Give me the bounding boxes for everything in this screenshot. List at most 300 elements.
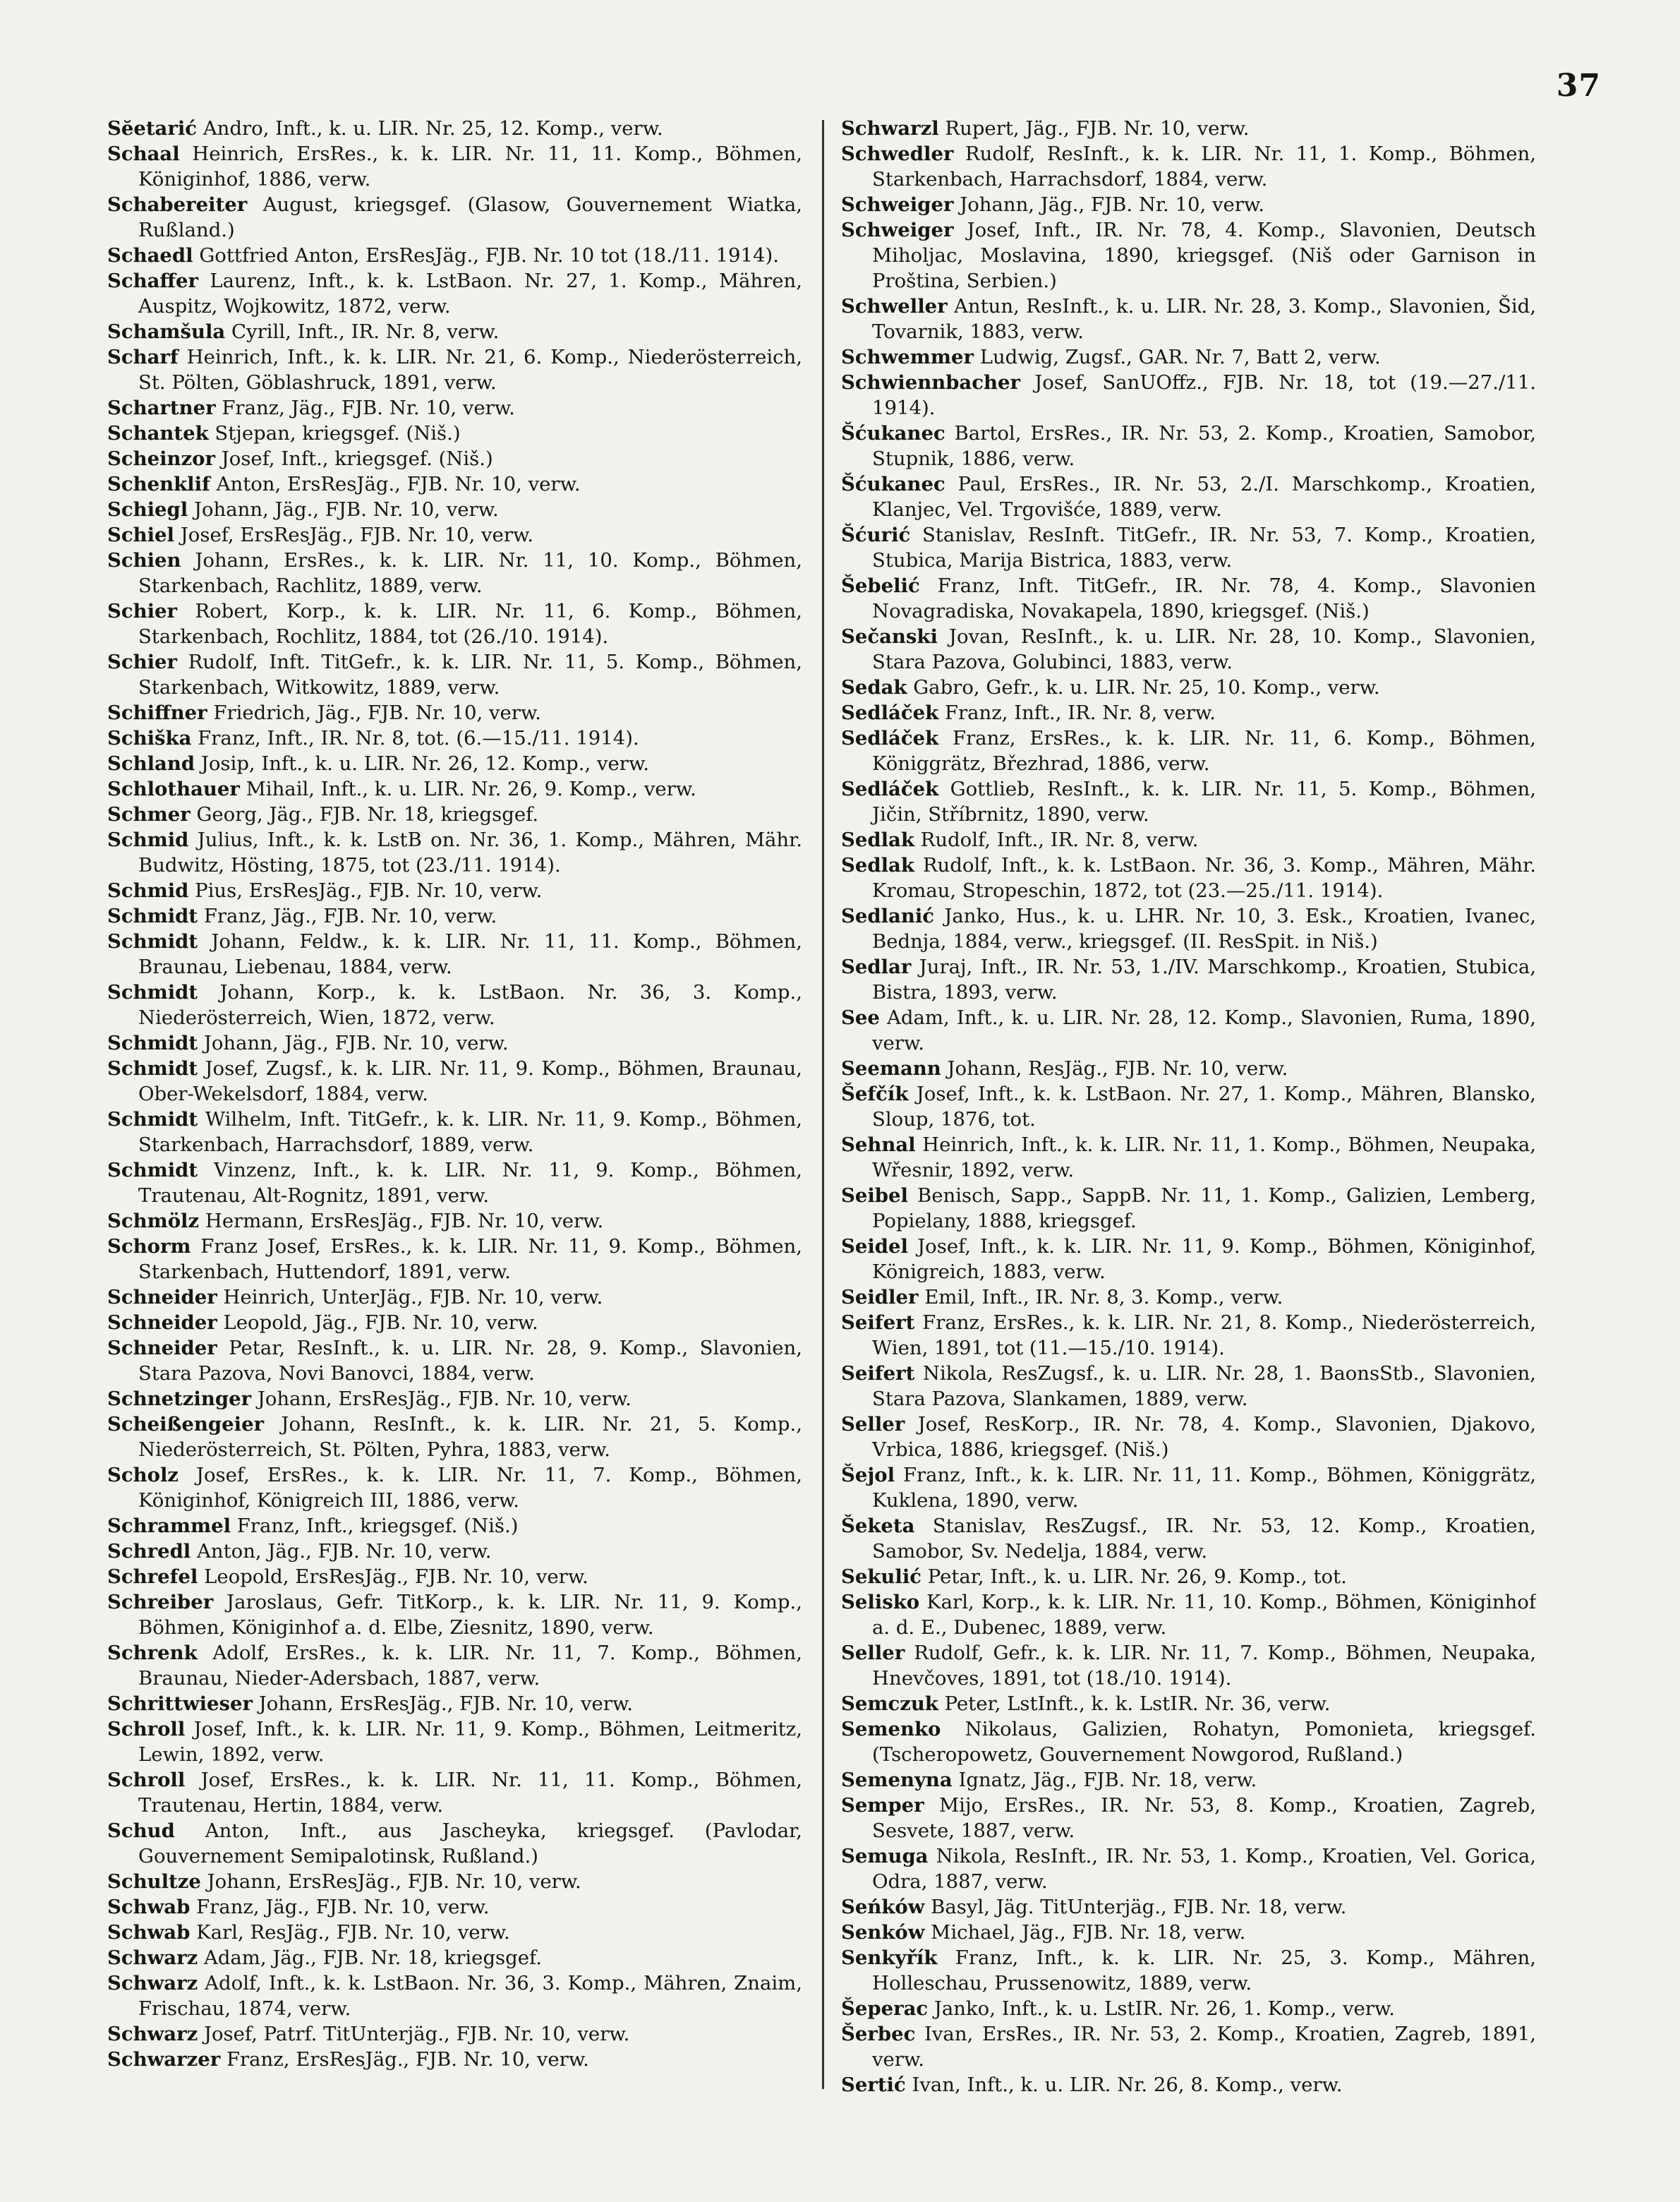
list-item bbox=[107, 726, 802, 751]
entry-details: Johann, ErsRes., k. k. LIR. Nr. 11, 10. Komp., Böhmen, Starkenbach, Rachlitz, 1889, verw. bbox=[138, 549, 802, 597]
entry-details: Franz, ErsRes., k. k. LIR. Nr. 11, 6. Komp., Böhmen, Königgrätz, Březhrad, 1886, verw. bbox=[872, 727, 1536, 775]
entry-surname: Schwemmer bbox=[841, 346, 974, 368]
entry-surname: Schorm bbox=[107, 1235, 191, 1258]
entry-surname: Schrittwieser bbox=[107, 1692, 253, 1715]
list-item bbox=[107, 1056, 802, 1107]
entry-details: Heinrich, UnterJäg., FJB. Nr. 10, verw. bbox=[223, 1286, 603, 1308]
column-divider bbox=[822, 120, 824, 2089]
entry-details: Gottfried Anton, ErsResJäg., FJB. Nr. 10 tot (18./11. 1914). bbox=[199, 244, 780, 267]
entry-surname: Sedlak bbox=[841, 829, 914, 851]
entry-surname: Schroll bbox=[107, 1718, 186, 1740]
entry-surname: Seller bbox=[841, 1413, 905, 1436]
list-item bbox=[107, 2047, 802, 2072]
entry-surname: Sĕetarić bbox=[107, 117, 198, 140]
entry-surname: Scheißengeier bbox=[107, 1413, 265, 1436]
list-item bbox=[841, 1767, 1536, 1793]
list-item bbox=[107, 1208, 802, 1234]
entry-details: Jovan, ResInft., k. u. LIR. Nr. 28, 10. Komp., Slavonien, Stara Pazova, Golubinci, 1883, verw. bbox=[872, 625, 1536, 673]
list-item bbox=[841, 624, 1536, 675]
entry-surname: Senkyřík bbox=[841, 1947, 938, 1969]
list-item bbox=[841, 1361, 1536, 1412]
entry-details: Friedrich, Jäg., FJB. Nr. 10, verw. bbox=[213, 702, 541, 724]
entry-surname: Schredl bbox=[107, 1540, 191, 1563]
list-item bbox=[107, 1462, 802, 1513]
list-item bbox=[841, 421, 1536, 471]
list-item bbox=[841, 776, 1536, 827]
entry-details: Stanislav, ResZugsf., IR. Nr. 53, 12. Komp., Kroatien, Samobor, Sv. Nedelja, 1884, verw. bbox=[872, 1515, 1536, 1563]
list-item bbox=[107, 2021, 802, 2047]
entry-surname: Schweiger bbox=[841, 219, 954, 241]
entry-surname: Schaedl bbox=[107, 244, 193, 267]
entry-surname: Schantek bbox=[107, 422, 209, 445]
entry-details: Josef, Patrf. TitUnterjäg., FJB. Nr. 10, verw. bbox=[203, 2023, 630, 2045]
entry-details: Heinrich, Inft., k. k. LIR. Nr. 11, 1. Komp., Böhmen, Neupaka, Wřesnir, 1892, verw. bbox=[872, 1133, 1536, 1181]
entry-surname: Schwarz bbox=[107, 1972, 198, 1995]
entry-details: Josef, ErsRes., k. k. LIR. Nr. 11, 7. Komp., Böhmen, Königinhof, Königreich III, 1886, verw. bbox=[138, 1464, 802, 1512]
list-item bbox=[841, 1843, 1536, 1894]
entry-details: Andro, Inft., k. u. LIR. Nr. 25, 12. Komp., verw. bbox=[203, 117, 663, 140]
list-item bbox=[841, 522, 1536, 573]
entry-surname: Seibel bbox=[841, 1184, 908, 1207]
entry-details: Vinzenz, Inft., k. k. LIR. Nr. 11, 9. Komp., Böhmen, Trautenau, Alt-Rognitz, 1891, verw. bbox=[138, 1159, 802, 1207]
entry-surname: Seidler bbox=[841, 1286, 919, 1308]
entry-surname: Seller bbox=[841, 1642, 905, 1664]
entry-details: Rudolf, Inft., k. k. LstBaon. Nr. 36, 3. Komp., Mähren, Mähr. Kromau, Stropeschin, 1872, tot (23.—25./11. 1914). bbox=[872, 854, 1536, 902]
entry-surname: Schwarzer bbox=[107, 2048, 221, 2071]
entry-details: Josef, Inft., k. k. LIR. Nr. 11, 9. Komp., Böhmen, Königinhof, Königreich, 1883, verw. bbox=[872, 1235, 1536, 1283]
entry-details: Hermann, ErsResJäg., FJB. Nr. 10, verw. bbox=[205, 1210, 604, 1232]
entry-surname: Schneider bbox=[107, 1311, 217, 1334]
entry-details: Ignatz, Jäg., FJB. Nr. 18, verw. bbox=[958, 1769, 1257, 1791]
list-item bbox=[841, 116, 1536, 141]
entry-surname: Schmidt bbox=[107, 981, 198, 1004]
entry-details: Ludwig, Zugsf., GAR. Nr. 7, Batt 2, verw. bbox=[979, 346, 1381, 368]
entry-details: Julius, Inft., k. k. LstB on. Nr. 36, 1. Komp., Mähren, Mähr. Budwitz, Hösting, 1875, tot (23./11. 1914). bbox=[138, 829, 802, 877]
entry-details: Johann, ErsResJäg., FJB. Nr. 10, verw. bbox=[207, 1870, 581, 1893]
entry-details: Rudolf, ResInft., k. k. LIR. Nr. 11, 1. Komp., Böhmen, Starkenbach, Harrachsdorf, 1884, verw. bbox=[872, 143, 1536, 191]
entry-details: Ivan, Inft., k. u. LIR. Nr. 26, 8. Komp., verw. bbox=[912, 2074, 1343, 2096]
list-item bbox=[841, 1005, 1536, 1056]
entry-surname: Scharf bbox=[107, 346, 179, 368]
list-item bbox=[107, 827, 802, 878]
entry-details: Adam, Jäg., FJB. Nr. 18, kriegsgef. bbox=[203, 1947, 542, 1969]
entry-surname: Schrefel bbox=[107, 1565, 198, 1588]
entry-surname: Schreiber bbox=[107, 1591, 214, 1613]
entry-surname: Schiegl bbox=[107, 498, 188, 521]
entry-details: Franz, ErsResJäg., FJB. Nr. 10, verw. bbox=[226, 2048, 589, 2071]
entry-surname: Schmölz bbox=[107, 1210, 200, 1232]
entry-details: Michael, Jäg., FJB. Nr. 18, verw. bbox=[931, 1921, 1246, 1944]
entry-surname: Sedlak bbox=[841, 854, 914, 877]
entry-details: Josef, Inft., kriegsgef. (Niš.) bbox=[221, 447, 493, 470]
entry-details: Adolf, Inft., k. k. LstBaon. Nr. 36, 3. Komp., Mähren, Znaim, Frischau, 1874, verw. bbox=[138, 1972, 802, 2020]
list-item bbox=[107, 1412, 802, 1462]
list-item bbox=[107, 929, 802, 980]
entry-surname: Scholz bbox=[107, 1464, 179, 1486]
entry-details: Johann, ResJäg., FJB. Nr. 10, verw. bbox=[947, 1057, 1288, 1080]
entry-details: Josef, ErsRes., k. k. LIR. Nr. 11, 11. Komp., Böhmen, Trautenau, Hertin, 1884, verw. bbox=[138, 1769, 802, 1817]
entry-surname: Seńków bbox=[841, 1896, 925, 1918]
entry-surname: Schenklif bbox=[107, 473, 210, 495]
list-item bbox=[107, 1335, 802, 1386]
list-item bbox=[107, 1716, 802, 1767]
list-item bbox=[107, 497, 802, 522]
entry-details: Josip, Inft., k. u. LIR. Nr. 26, 12. Komp., verw. bbox=[200, 752, 649, 775]
entry-details: Johann, Jäg., FJB. Nr. 10, verw. bbox=[193, 498, 499, 521]
entry-surname: Šeketa bbox=[841, 1515, 915, 1537]
entry-surname: Schwab bbox=[107, 1896, 191, 1918]
list-item bbox=[841, 1945, 1536, 1996]
entry-surname: Schneider bbox=[107, 1337, 217, 1359]
entry-details: Peter, LstInft., k. k. LstIR. Nr. 36, verw. bbox=[944, 1692, 1331, 1715]
entry-details: Gottlieb, ResInft., k. k. LIR. Nr. 11, 5. Komp., Böhmen, Jičin, Stříbrnitz, 1890, verw. bbox=[872, 778, 1536, 826]
entry-surname: See bbox=[841, 1006, 880, 1029]
list-item bbox=[107, 268, 802, 319]
entry-surname: Seemann bbox=[841, 1057, 941, 1080]
list-item bbox=[107, 1157, 802, 1208]
entry-surname: Seidel bbox=[841, 1235, 908, 1258]
list-item bbox=[107, 598, 802, 649]
entry-surname: Semenyna bbox=[841, 1769, 953, 1791]
list-item bbox=[107, 1030, 802, 1056]
list-item bbox=[107, 1234, 802, 1284]
list-item bbox=[841, 370, 1536, 421]
entry-surname: Sedlar bbox=[841, 956, 912, 978]
entry-surname: Schwarzl bbox=[841, 117, 939, 140]
entry-details: Robert, Korp., k. k. LIR. Nr. 11, 6. Komp., Böhmen, Starkenbach, Rochlitz, 1884, tot (26./10. 1914). bbox=[138, 600, 802, 648]
entry-surname: Šejol bbox=[841, 1464, 895, 1486]
list-item bbox=[107, 802, 802, 827]
entry-surname: Seifert bbox=[841, 1362, 915, 1385]
entry-details: Bartol, ErsRes., IR. Nr. 53, 2. Komp., Kroatien, Samobor, Stupnik, 1886, verw. bbox=[872, 422, 1536, 470]
entry-details: Franz, Jäg., FJB. Nr. 10, verw. bbox=[222, 397, 515, 419]
list-item bbox=[107, 751, 802, 776]
list-item bbox=[107, 1589, 802, 1640]
entry-details: Karl, ResJäg., FJB. Nr. 10, verw. bbox=[196, 1921, 510, 1944]
list-item bbox=[841, 217, 1536, 294]
entry-surname: Schmidt bbox=[107, 1032, 198, 1054]
entry-details: Johann, Korp., k. k. LstBaon. Nr. 36, 3. Komp., Niederösterreich, Wien, 1872, verw. bbox=[138, 981, 802, 1029]
entry-details: Mihail, Inft., k. u. LIR. Nr. 26, 9. Komp., verw. bbox=[246, 778, 696, 800]
list-item bbox=[841, 1412, 1536, 1462]
entry-surname: Semczuk bbox=[841, 1692, 938, 1715]
list-item bbox=[841, 1589, 1536, 1640]
list-item bbox=[107, 1107, 802, 1157]
entry-surname: Schud bbox=[107, 1819, 175, 1842]
entry-surname: Schneider bbox=[107, 1286, 217, 1308]
entry-details: Petar, Inft., k. u. LIR. Nr. 26, 9. Komp., tot. bbox=[927, 1565, 1347, 1588]
list-item bbox=[841, 294, 1536, 344]
entry-details: Franz, Jäg., FJB. Nr. 10, verw. bbox=[203, 905, 497, 927]
entry-surname: Seifert bbox=[841, 1311, 915, 1334]
entry-details: Rudolf, Inft. TitGefr., k. k. LIR. Nr. 11, 5. Komp., Böhmen, Starkenbach, Witkowitz, 1889, verw. bbox=[138, 651, 802, 699]
list-item bbox=[841, 1513, 1536, 1564]
entry-details: Franz, Inft., IR. Nr. 8, verw. bbox=[944, 702, 1216, 724]
list-item bbox=[107, 980, 802, 1030]
list-item bbox=[841, 1081, 1536, 1132]
list-item bbox=[841, 1462, 1536, 1513]
entry-surname: Schwarz bbox=[107, 1947, 198, 1969]
entry-details: Janko, Inft., k. u. LstIR. Nr. 26, 1. Komp., verw. bbox=[933, 1997, 1395, 2020]
entry-surname: Sehnal bbox=[841, 1133, 916, 1156]
entry-details: Johann, Jäg., FJB. Nr. 10, verw. bbox=[960, 193, 1264, 216]
entry-surname: Šefčík bbox=[841, 1083, 909, 1105]
entry-details: Anton, ErsResJäg., FJB. Nr. 10, verw. bbox=[216, 473, 581, 495]
entry-details: Wilhelm, Inft. TitGefr., k. k. LIR. Nr. 11, 9. Komp., Böhmen, Starkenbach, Harrachsdorf, 1889, verw. bbox=[138, 1108, 802, 1156]
list-item bbox=[107, 903, 802, 929]
entry-details: Franz, Inft., kriegsgef. (Niš.) bbox=[236, 1515, 519, 1537]
list-item bbox=[107, 1869, 802, 1894]
list-item bbox=[841, 1894, 1536, 1920]
list-item bbox=[841, 1640, 1536, 1691]
entry-details: Georg, Jäg., FJB. Nr. 18, kriegsgef. bbox=[196, 803, 539, 826]
entry-surname: Schweiger bbox=[841, 193, 954, 216]
entry-surname: Semenko bbox=[841, 1718, 941, 1740]
list-item bbox=[841, 192, 1536, 217]
entry-details: Josef, Inft., k. k. LIR. Nr. 11, 9. Komp., Böhmen, Leitmeritz, Lewin, 1892, verw. bbox=[138, 1718, 802, 1766]
entry-surname: Schmer bbox=[107, 803, 191, 826]
entry-surname: Sedak bbox=[841, 676, 907, 699]
list-item bbox=[841, 1920, 1536, 1945]
entry-details: Josef, SanUOffz., FJB. Nr. 18, tot (19.—27./11. 1914). bbox=[872, 371, 1536, 419]
entry-surname: Schabereiter bbox=[107, 193, 248, 216]
entry-details: Nikola, ResInft., IR. Nr. 53, 1. Komp., Kroatien, Vel. Gorica, Odra, 1887, verw. bbox=[872, 1845, 1536, 1893]
entry-details: Adam, Inft., k. u. LIR. Nr. 28, 12. Komp., Slavonien, Ruma, 1890, verw. bbox=[872, 1006, 1536, 1054]
list-item bbox=[841, 1716, 1536, 1767]
entry-details: Stanislav, ResInft. TitGefr., IR. Nr. 53, 7. Komp., Kroatien, Stubica, Marija Bistrica, 1883, verw. bbox=[872, 524, 1536, 572]
list-item bbox=[107, 1894, 802, 1920]
entry-surname: Schiel bbox=[107, 524, 174, 546]
entry-surname: Schrenk bbox=[107, 1642, 198, 1664]
entry-surname: Schmidt bbox=[107, 1159, 198, 1181]
entry-surname: Sedláček bbox=[841, 778, 939, 800]
entry-surname: Selisko bbox=[841, 1591, 920, 1613]
entry-details: Franz, ErsRes., k. k. LIR. Nr. 21, 8. Komp., Niederösterreich, Wien, 1891, tot (11.—15./10. 1914). bbox=[872, 1311, 1536, 1359]
entry-surname: Schwedler bbox=[841, 143, 954, 165]
entry-details: Juraj, Inft., IR. Nr. 53, 1./IV. Marschkomp., Kroatien, Stubica, Bistra, 1893, verw. bbox=[872, 956, 1536, 1004]
entry-surname: Schland bbox=[107, 752, 195, 775]
list-item bbox=[841, 954, 1536, 1005]
entry-surname: Šćurić bbox=[841, 524, 911, 546]
entry-surname: Šerbec bbox=[841, 2023, 916, 2045]
list-item bbox=[107, 319, 802, 344]
entry-details: Benisch, Sapp., SappB. Nr. 11, 1. Komp., Galizien, Lemberg, Popielany, 1888, kriegsgef. bbox=[872, 1184, 1536, 1232]
entry-surname: Scheinzor bbox=[107, 447, 215, 470]
entry-surname: Šćukanec bbox=[841, 422, 945, 445]
entry-details: Cyrill, Inft., IR. Nr. 8, verw. bbox=[231, 320, 500, 343]
list-item bbox=[841, 1310, 1536, 1361]
entry-surname: Schmidt bbox=[107, 905, 198, 927]
entry-surname: Schaal bbox=[107, 143, 180, 165]
entry-details: Franz, Inft., IR. Nr. 8, tot. (6.—15./11. 1914). bbox=[198, 727, 639, 750]
entry-surname: Schmidt bbox=[107, 930, 198, 953]
list-item bbox=[841, 1793, 1536, 1843]
entry-surname: Schwarz bbox=[107, 2023, 198, 2045]
list-item bbox=[107, 776, 802, 802]
entry-surname: Schaffer bbox=[107, 270, 198, 292]
entry-surname: Schier bbox=[107, 600, 178, 622]
list-item bbox=[107, 1640, 802, 1691]
entry-details: Anton, Inft., aus Jascheyka, kriegsgef. (Pavlodar, Gouvernement Semipalotinsk, Rußland.) bbox=[138, 1819, 802, 1867]
entry-details: Heinrich, Inft., k. k. LIR. Nr. 21, 6. Komp., Niederösterreich, St. Pölten, Göblashruck, 1891, verw. bbox=[138, 346, 802, 394]
list-item bbox=[841, 471, 1536, 522]
entry-details: Johann, Feldw., k. k. LIR. Nr. 11, 11. Komp., Böhmen, Braunau, Liebenau, 1884, verw. bbox=[138, 930, 802, 978]
list-item bbox=[841, 1183, 1536, 1234]
entry-details: Heinrich, ErsRes., k. k. LIR. Nr. 11, 11. Komp., Böhmen, Königinhof, 1886, verw. bbox=[138, 143, 802, 191]
entry-details: Rudolf, Gefr., k. k. LIR. Nr. 11, 7. Komp., Böhmen, Neupaka, Hnevčoves, 1891, tot (18./10. 1914). bbox=[872, 1642, 1536, 1690]
list-item bbox=[841, 675, 1536, 700]
entry-surname: Schwab bbox=[107, 1921, 191, 1944]
entry-details: Josef, Inft., IR. Nr. 78, 4. Komp., Slavonien, Deutsch Miholjac, Moslavina, 1890, kriegsgef. (Niš oder Garnison in Proština, Serbien.) bbox=[872, 219, 1536, 292]
list-item bbox=[107, 522, 802, 548]
entry-details: Paul, ErsRes., IR. Nr. 53, 2./I. Marschkomp., Kroatien, Klanjec, Vel. Trgovišće, 1889, verw. bbox=[872, 473, 1536, 521]
entry-surname: Schmid bbox=[107, 829, 189, 851]
entry-surname: Schmidt bbox=[107, 1108, 198, 1131]
list-item bbox=[107, 471, 802, 497]
list-item bbox=[107, 700, 802, 726]
entry-details: Karl, Korp., k. k. LIR. Nr. 11, 10. Komp., Böhmen, Königinhof a. d. E., Dubenec, 1889, verw. bbox=[872, 1591, 1536, 1639]
entry-details: Laurenz, Inft., k. k. LstBaon. Nr. 27, 1. Komp., Mähren, Auspitz, Wojkowitz, 1872, verw. bbox=[138, 270, 802, 318]
entry-surname: Sečanski bbox=[841, 625, 938, 648]
list-item bbox=[841, 2072, 1536, 2098]
list-item bbox=[841, 853, 1536, 903]
entry-details: Franz, Inft. TitGefr., IR. Nr. 78, 4. Komp., Slavonien Novagradiska, Novakapela, 1890, kriegsgef. (Niš.) bbox=[872, 574, 1536, 622]
entry-surname: Schien bbox=[107, 549, 181, 572]
entry-details: Gabro, Gefr., k. u. LIR. Nr. 25, 10. Komp., verw. bbox=[913, 676, 1380, 699]
list-item bbox=[107, 192, 802, 243]
entry-details: Petar, ResInft., k. u. LIR. Nr. 28, 9. Komp., Slavonien, Stara Pazova, Novi Banovci, 1884, verw. bbox=[138, 1337, 802, 1385]
list-item bbox=[107, 649, 802, 700]
entry-details: Janko, Hus., k. u. LHR. Nr. 10, 3. Esk., Kroatien, Ivanec, Bednja, 1884, verw., kriegsgef. (II. ResSpit. in Niš.) bbox=[872, 905, 1536, 953]
entry-details: Rupert, Jäg., FJB. Nr. 10, verw. bbox=[945, 117, 1250, 140]
entry-surname: Sertić bbox=[841, 2074, 906, 2096]
list-item bbox=[107, 116, 802, 141]
entry-details: August, kriegsgef. (Glasow, Gouvernement Wiatka, Rußland.) bbox=[138, 193, 802, 241]
entry-details: Franz, Inft., k. k. LIR. Nr. 25, 3. Komp., Mähren, Holleschau, Prussenowitz, 1889, verw. bbox=[872, 1947, 1536, 1995]
list-item bbox=[841, 1234, 1536, 1284]
entry-surname: Sekulić bbox=[841, 1565, 922, 1588]
entry-surname: Schwiennbacher bbox=[841, 371, 1020, 394]
entry-details: Nikolaus, Galizien, Rohatyn, Pomonieta, kriegsgef. (Tscheropowetz, Gouvernement Nowgorod, Rußland.) bbox=[872, 1718, 1536, 1766]
list-item bbox=[107, 548, 802, 598]
entry-surname: Schultze bbox=[107, 1870, 201, 1893]
list-item bbox=[107, 1920, 802, 1945]
entry-details: Ivan, ErsRes., IR. Nr. 53, 2. Komp., Kroatien, Zagreb, 1891, verw. bbox=[872, 2023, 1536, 2071]
entry-surname: Schweller bbox=[841, 295, 948, 318]
list-item bbox=[107, 1310, 802, 1335]
entry-surname: Schiffner bbox=[107, 702, 207, 724]
entry-surname: Schlothauer bbox=[107, 778, 240, 800]
entry-details: Stjepan, kriegsgef. (Niš.) bbox=[214, 422, 461, 445]
entry-details: Anton, Jäg., FJB. Nr. 10, verw. bbox=[197, 1540, 492, 1563]
entry-surname: Schier bbox=[107, 651, 178, 673]
entry-details: Rudolf, Inft., IR. Nr. 8, verw. bbox=[920, 829, 1199, 851]
entry-details: Adolf, ErsRes., k. k. LIR. Nr. 11, 7. Komp., Böhmen, Braunau, Nieder-Adersbach, 1887, verw. bbox=[138, 1642, 802, 1690]
entry-surname: Sedlanić bbox=[841, 905, 935, 927]
entry-surname: Šeperac bbox=[841, 1997, 929, 2020]
entry-surname: Schmidt bbox=[107, 1057, 198, 1080]
list-item bbox=[841, 827, 1536, 853]
entry-details: Emil, Inft., IR. Nr. 8, 3. Komp., verw. bbox=[924, 1286, 1283, 1308]
list-item bbox=[841, 344, 1536, 370]
entry-details: Johann, ErsResJäg., FJB. Nr. 10, verw. bbox=[257, 1388, 631, 1410]
page-number: 37 bbox=[1556, 68, 1601, 104]
entry-details: Josef, ErsResJäg., FJB. Nr. 10, verw. bbox=[180, 524, 533, 546]
entry-details: Johann, ErsResJäg., FJB. Nr. 10, verw. bbox=[258, 1692, 633, 1715]
list-item bbox=[107, 1971, 802, 2021]
list-item bbox=[841, 700, 1536, 726]
entry-surname: Senków bbox=[841, 1921, 925, 1944]
entry-details: Antun, ResInft., k. u. LIR. Nr. 28, 3. Komp., Slavonien, Šid, Tovarnik, 1883, verw. bbox=[872, 295, 1536, 343]
list-item bbox=[107, 878, 802, 903]
entry-surname: Semuga bbox=[841, 1845, 929, 1867]
list-item bbox=[107, 1564, 802, 1589]
list-item bbox=[841, 141, 1536, 192]
entry-details: Leopold, ErsResJäg., FJB. Nr. 10, verw. bbox=[204, 1565, 588, 1588]
list-item bbox=[841, 2021, 1536, 2072]
list-item bbox=[107, 446, 802, 471]
entry-details: Franz, Jäg., FJB. Nr. 10, verw. bbox=[196, 1896, 490, 1918]
list-item bbox=[107, 344, 802, 395]
entry-details: Franz, Inft., k. k. LIR. Nr. 11, 11. Komp., Böhmen, Königgrätz, Kuklena, 1890, verw. bbox=[872, 1464, 1536, 1512]
list-item bbox=[107, 1513, 802, 1539]
list-item bbox=[841, 1132, 1536, 1183]
entry-surname: Šćukanec bbox=[841, 473, 945, 495]
list-item bbox=[841, 1996, 1536, 2021]
right-column bbox=[841, 116, 1536, 2113]
entry-surname: Schrammel bbox=[107, 1515, 231, 1537]
entry-surname: Semper bbox=[841, 1794, 924, 1817]
list-item bbox=[107, 141, 802, 192]
list-item bbox=[841, 1284, 1536, 1310]
entry-details: Josef, Inft., k. k. LstBaon. Nr. 27, 1. Komp., Mähren, Blansko, Sloup, 1876, tot. bbox=[872, 1083, 1536, 1131]
entry-details: Josef, Zugsf., k. k. LIR. Nr. 11, 9. Komp., Böhmen, Braunau, Ober-Wekelsdorf, 1884, verw. bbox=[138, 1057, 802, 1105]
list-item bbox=[107, 1539, 802, 1564]
list-item bbox=[107, 1386, 802, 1412]
list-item bbox=[841, 573, 1536, 624]
entry-surname: Sedláček bbox=[841, 702, 939, 724]
entry-surname: Schnetzinger bbox=[107, 1388, 252, 1410]
entry-surname: Schmid bbox=[107, 879, 189, 902]
entry-details: Mijo, ErsRes., IR. Nr. 53, 8. Komp., Kroatien, Zagreb, Sesvete, 1887, verw. bbox=[872, 1794, 1536, 1842]
entry-details: Nikola, ResZugsf., k. u. LIR. Nr. 28, 1. BaonsStb., Slavonien, Stara Pazova, Slankamen, 1889, verw. bbox=[872, 1362, 1536, 1410]
entry-details: Jaroslaus, Gefr. TitKorp., k. k. LIR. Nr. 11, 9. Komp., Böhmen, Königinhof a. d. Elbe, Ziesnitz, 1890, verw. bbox=[138, 1591, 802, 1639]
list-item bbox=[841, 903, 1536, 954]
list-item bbox=[107, 421, 802, 446]
entry-surname: Schroll bbox=[107, 1769, 186, 1791]
entry-details: Franz Josef, ErsRes., k. k. LIR. Nr. 11, 9. Komp., Böhmen, Starkenbach, Huttendorf, 1891, verw. bbox=[138, 1235, 802, 1283]
left-column bbox=[107, 116, 802, 2113]
entry-details: Pius, ErsResJäg., FJB. Nr. 10, verw. bbox=[195, 879, 543, 902]
entry-details: Johann, Jäg., FJB. Nr. 10, verw. bbox=[203, 1032, 509, 1054]
entry-surname: Schamšula bbox=[107, 320, 226, 343]
list-item bbox=[107, 1691, 802, 1716]
entry-surname: Sedláček bbox=[841, 727, 939, 750]
list-item bbox=[841, 1056, 1536, 1081]
list-item bbox=[841, 726, 1536, 776]
entry-surname: Schartner bbox=[107, 397, 216, 419]
entry-surname: Šebelić bbox=[841, 574, 920, 597]
entry-details: Leopold, Jäg., FJB. Nr. 10, verw. bbox=[223, 1311, 538, 1334]
list-item bbox=[841, 1564, 1536, 1589]
list-item bbox=[107, 395, 802, 421]
list-item bbox=[841, 1691, 1536, 1716]
entry-surname: Schiška bbox=[107, 727, 192, 750]
entry-details: Basyl, Jäg. TitUnterjäg., FJB. Nr. 18, verw. bbox=[931, 1896, 1347, 1918]
list-item bbox=[107, 1945, 802, 1971]
list-item bbox=[107, 1767, 802, 1818]
entry-details: Josef, ResKorp., IR. Nr. 78, 4. Komp., Slavonien, Djakovo, Vrbica, 1886, kriegsgef. (Niš.) bbox=[872, 1413, 1536, 1461]
